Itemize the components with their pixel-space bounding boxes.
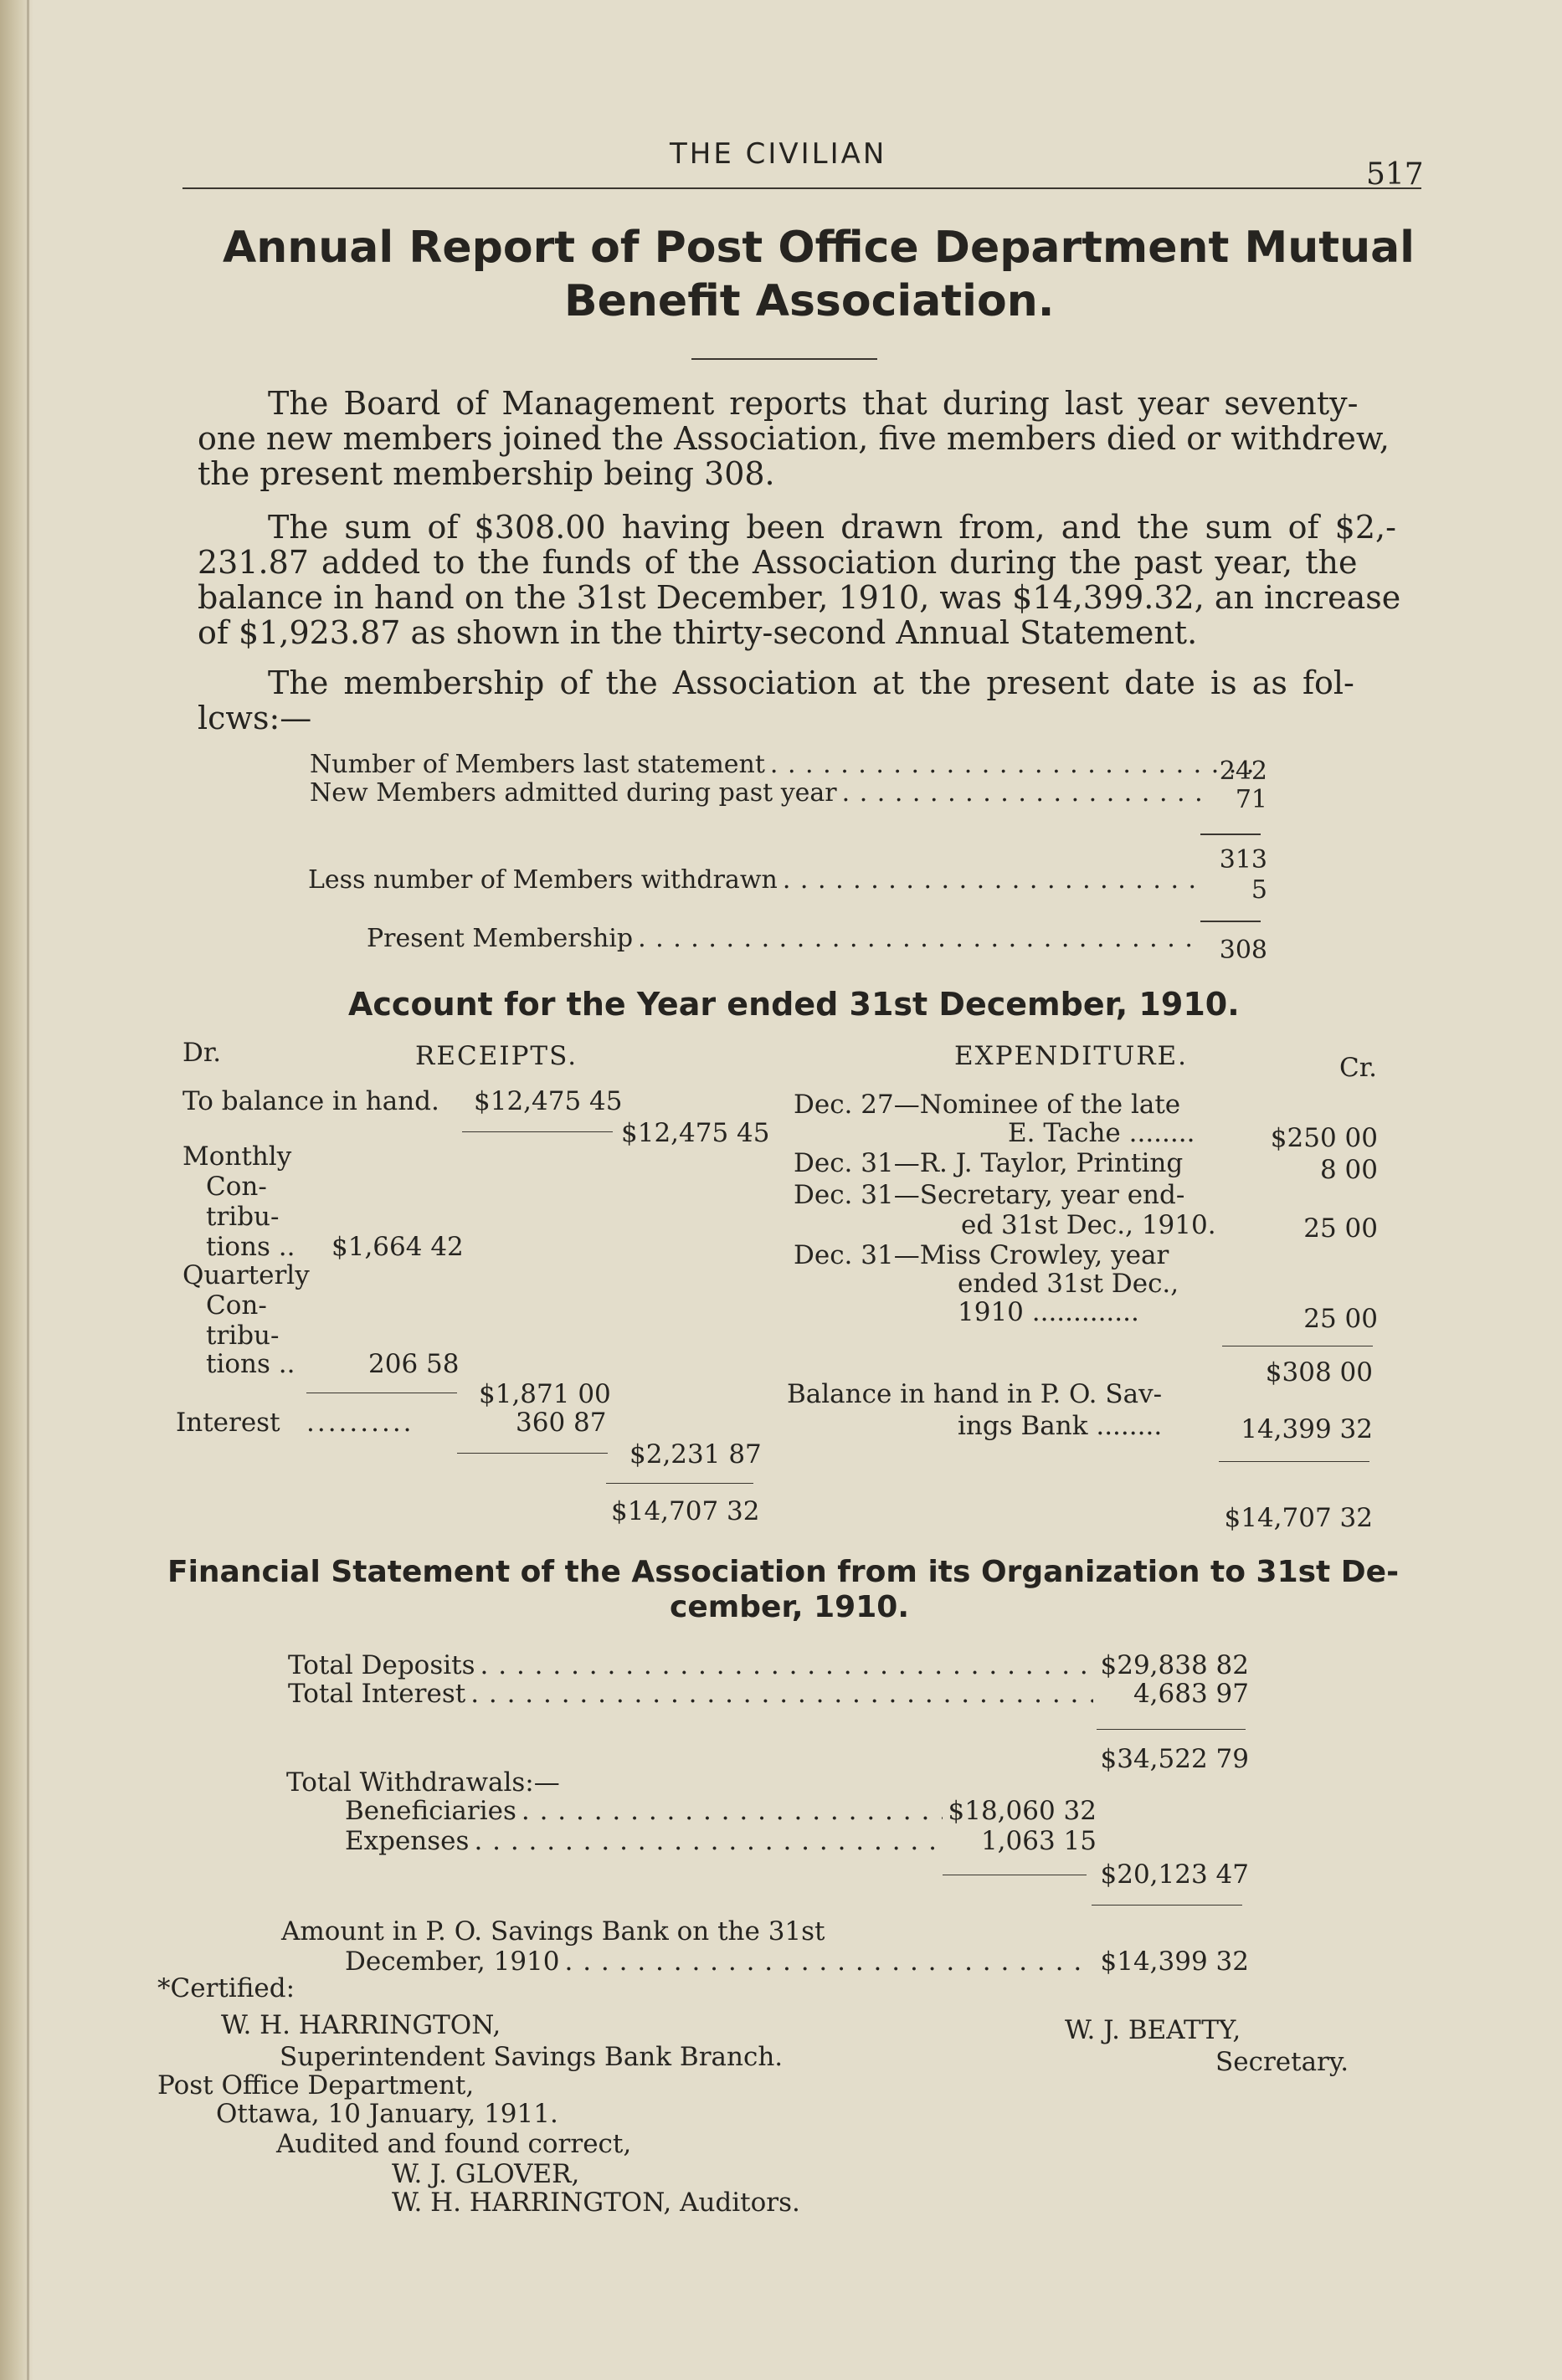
- membership-row: New Members admitted during past year . . .: [310, 778, 1205, 808]
- balance-label: To balance in hand.: [182, 1086, 439, 1116]
- quarterly-label: tions ..: [206, 1349, 295, 1379]
- monthly-label: Con-: [206, 1172, 267, 1202]
- amount-row: December, 1910 . . .: [345, 1947, 1098, 1977]
- page-binding-edge: [0, 0, 33, 2380]
- expenditure-balance-line: Balance in hand in P. O. Sav-: [787, 1379, 1163, 1409]
- expenditure-grand-rule: [1219, 1461, 1369, 1462]
- cr-label: Cr.: [1339, 1053, 1377, 1083]
- expenditure-grand-total: $14,707 32: [1224, 1503, 1373, 1533]
- expenses-row: Expenses . . .: [345, 1826, 948, 1856]
- auditor-2: W. H. HARRINGTON, Auditors.: [392, 2188, 800, 2218]
- deposits-row: Total Deposits . . .: [288, 1650, 1098, 1680]
- text-line: The membership of the Association at the present date is as fol-: [268, 664, 1354, 701]
- article-title-line1: Annual Report of Post Office Department Mutual: [223, 223, 1416, 273]
- membership-less-value: 5: [1251, 875, 1267, 905]
- beneficiaries-row: Beneficiaries . . .: [345, 1796, 948, 1826]
- article-title-line2: Benefit Association.: [564, 276, 1055, 326]
- membership-subtotal: 313: [1219, 845, 1267, 875]
- interest-label: Interest: [176, 1408, 280, 1438]
- text-line: balance in hand on the 31st December, 1910, was $14,399.32, an increase: [198, 579, 1401, 616]
- deposits-sum: $34,522 79: [1100, 1744, 1249, 1774]
- left-signatory-name: W. H. HARRINGTON,: [221, 2010, 501, 2040]
- monthly-label: tions ..: [206, 1232, 295, 1262]
- membership-total-rule: [1200, 921, 1261, 922]
- expenditure-item-line: Dec. 31—R. J. Taylor, Printing: [794, 1148, 1184, 1178]
- quarterly-label: Con-: [206, 1290, 267, 1321]
- text-line: 231.87 added to the funds of the Association during the past year, the: [198, 544, 1358, 581]
- balance-amount: $12,475 45: [474, 1086, 623, 1116]
- receipts-grand-total: $14,707 32: [611, 1496, 760, 1526]
- balance-rule: [462, 1131, 613, 1132]
- membership-value: 242: [1219, 757, 1267, 786]
- text-line: The Board of Management reports that during last year seventy-: [268, 385, 1359, 422]
- monthly-amount: $1,664 42: [331, 1232, 464, 1262]
- receipts-rule: [457, 1453, 608, 1454]
- present-membership-value: 308: [1219, 936, 1267, 965]
- contributions-total: $1,871 00: [479, 1379, 611, 1409]
- title-rule: [691, 358, 877, 360]
- expenditure-amount: $250 00: [1270, 1123, 1378, 1153]
- department: Post Office Department,: [157, 2070, 475, 2100]
- quarterly-amount: 206 58: [368, 1349, 460, 1379]
- membership-row: Number of Members last statement . . .: [310, 750, 1269, 780]
- receipts-header: RECEIPTS.: [415, 1041, 578, 1071]
- withdrawals-label: Total Withdrawals:—: [286, 1767, 560, 1798]
- quarterly-label: Quarterly: [182, 1260, 310, 1290]
- membership-value: 71: [1235, 785, 1267, 814]
- expenditure-item-line: ed 31st Dec., 1910.: [961, 1210, 1216, 1240]
- dr-label: Dr.: [182, 1038, 222, 1068]
- monthly-label: Monthly: [182, 1141, 292, 1172]
- expenditure-item-line: Dec. 31—Miss Crowley, year: [794, 1240, 1169, 1270]
- withdrawals-total: $20,123 47: [1100, 1859, 1249, 1890]
- place-date: Ottawa, 10 January, 1911.: [216, 2099, 558, 2129]
- right-signatory-title: Secretary.: [1215, 2047, 1349, 2077]
- left-signatory-title: Superintendent Savings Bank Branch.: [280, 2042, 784, 2072]
- expenses-value: 1,063 15: [980, 1826, 1097, 1856]
- beneficiaries-value: $18,060 32: [948, 1796, 1097, 1826]
- expenditure-balance-line: ings Bank ........: [958, 1411, 1163, 1441]
- expenditure-item-line: 1910 .............: [958, 1297, 1139, 1327]
- expenditure-subtotal: $308 00: [1265, 1357, 1373, 1387]
- text-line: of $1,923.87 as shown in the thirty-second Annual Statement.: [198, 614, 1198, 651]
- audited-line: Audited and found correct,: [276, 2129, 632, 2159]
- receipts-grand-rule: [606, 1483, 753, 1484]
- balance-total: $12,475 45: [621, 1118, 770, 1148]
- membership-less-row: Less number of Members withdrawn . . .: [308, 865, 1205, 895]
- interest-amount: 360 87: [516, 1408, 607, 1438]
- running-title: THE CIVILIAN: [670, 137, 887, 171]
- deposits-sum-rule: [1097, 1729, 1246, 1730]
- expenditure-item-line: E. Tache ........: [1008, 1118, 1195, 1148]
- withdrawals-total-rule: [1092, 1905, 1242, 1906]
- interest-dots: ..........: [306, 1408, 414, 1438]
- header-rule: [182, 187, 1421, 189]
- interest-row: Total Interest . . .: [288, 1679, 1098, 1709]
- amount-line1: Amount in P. O. Savings Bank on the 31st: [281, 1916, 825, 1947]
- right-signatory-name: W. J. BEATTY,: [1065, 2015, 1241, 2045]
- expenditure-item-line: Dec. 31—Secretary, year end-: [794, 1180, 1185, 1210]
- amount-value: $14,399 32: [1100, 1947, 1249, 1977]
- expenditure-balance-amount: 14,399 32: [1241, 1414, 1373, 1444]
- expenditure-amount: 25 00: [1303, 1213, 1378, 1244]
- monthly-label: tribu-: [206, 1202, 280, 1232]
- financial-heading-line1: Financial Statement of the Association from its Organization to 31st De-: [167, 1555, 1400, 1589]
- text-line: The sum of $308.00 having been drawn from, and the sum of $2,-: [268, 509, 1396, 546]
- expenditure-amount: 8 00: [1319, 1155, 1378, 1185]
- text-line: one new members joined the Association, five members died or withdrew,: [198, 420, 1390, 457]
- interest-value: 4,683 97: [1133, 1679, 1249, 1709]
- expenditure-item-line: Dec. 27—Nominee of the late: [794, 1090, 1181, 1120]
- deposits-value: $29,838 82: [1100, 1650, 1249, 1680]
- page-number: 517: [1366, 157, 1424, 192]
- expenditure-item-line: ended 31st Dec.,: [958, 1269, 1179, 1299]
- present-membership-row: Present Membership . . .: [367, 924, 1205, 954]
- text-line: lcws:—: [198, 700, 312, 736]
- expenditure-header: EXPENDITURE.: [954, 1041, 1189, 1071]
- expenditure-amount: 25 00: [1303, 1304, 1378, 1334]
- quarterly-label: tribu-: [206, 1321, 280, 1351]
- certified-label: *Certified:: [157, 1973, 295, 2003]
- auditor-1: W. J. GLOVER,: [392, 2159, 580, 2189]
- account-heading: Account for the Year ended 31st December, 1910.: [348, 986, 1240, 1023]
- text-line: the present membership being 308.: [198, 455, 775, 492]
- financial-heading-line2: cember, 1910.: [670, 1590, 909, 1624]
- receipts-total: $2,231 87: [629, 1439, 762, 1470]
- membership-sum-rule: [1200, 834, 1261, 835]
